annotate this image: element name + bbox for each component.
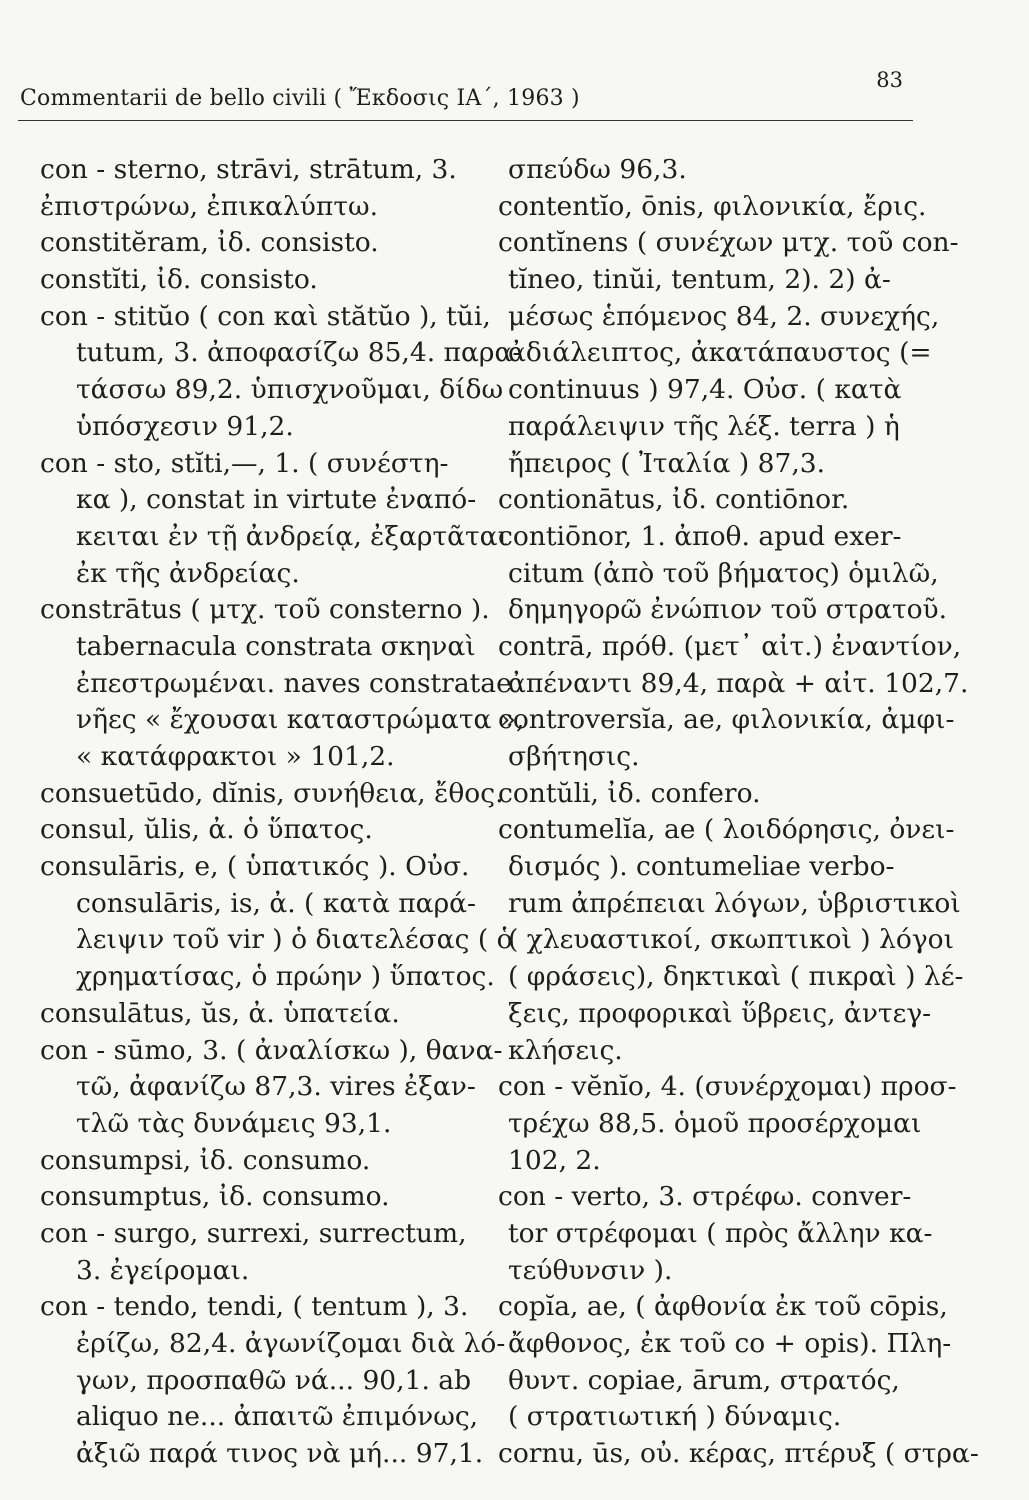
entry-line: contrā, πρόθ. (μετ᾿ αἰτ.) ἐναντίον, — [498, 630, 962, 662]
entry-line: tutum, 3. ἀποφασίζω 85,4. παρα- — [76, 337, 522, 369]
entry-line: ἐρίζω, 82,4. ἀγωνίζομαι διὰ λό- — [76, 1328, 506, 1359]
entry-line: παράλειψιν τῆς λέξ. terra ) ἡ — [508, 410, 900, 442]
entry-line: consulāris, e, ( ὑπατικός ). Οὐσ. — [40, 851, 470, 883]
entry-line: contentĭo, ōnis, φιλονικία, ἔρις. — [498, 190, 927, 222]
entry-line: ὑπόσχεσιν 91,2. — [76, 410, 294, 442]
entry-line: τρέχω 88,5. ὁμοῦ προσέρχομαι — [508, 1107, 922, 1139]
entry-line: consumptus, ἰδ. consumo. — [40, 1181, 390, 1213]
entry-line: ξεις, προφορικαὶ ὕβρεις, ἀντεγ- — [508, 997, 932, 1029]
entry-line: constrātus ( μτχ. τοῦ consterno ). — [40, 594, 490, 626]
entry-line: ( χλευαστικοί, σκωπτικοὶ ) λόγοι — [508, 924, 954, 956]
entry-line: tor στρέφομαι ( πρὸς ἄλλην κα- — [508, 1217, 933, 1249]
entry-line: ἀδιάλειπτος, ἀκατάπαυστος (= — [508, 337, 932, 369]
entry-line: τλῶ τὰς δυνάμεις 93,1. — [76, 1107, 392, 1139]
entry-line: κα ), constat in virtute ἐναπό- — [76, 484, 477, 516]
entry-line: ἀπέναντι 89,4, παρὰ + αἰτ. 102,7. — [508, 667, 969, 699]
entry-line: consulātus, ŭs, ἀ. ὑπατεία. — [40, 997, 400, 1029]
entry-line: contŭli, ἰδ. confero. — [498, 777, 761, 809]
entry-line: consumpsi, ἰδ. consumo. — [40, 1144, 371, 1176]
entry-line: ἀξιῶ παρά τινος νὰ μή... 97,1. — [76, 1438, 484, 1470]
entry-line: τάσσω 89,2. ὑπισχνοῦμαι, δίδω — [76, 374, 504, 406]
entry-line: tĭneo, tinŭi, tentum, 2). 2) ἀ- — [508, 264, 891, 296]
entry-line: ἄφθονος, ἐκ τοῦ co + opis). Πλη- — [508, 1328, 952, 1359]
left-column — [40, 152, 525, 1473]
entry-line: controversĭa, ae, φιλονικία, ἀμφι- — [498, 704, 955, 736]
entry-line: 102, 2. — [508, 1144, 601, 1176]
entry-line: τεύθυνσιν ). — [508, 1254, 673, 1286]
entry-line: contiōnor, 1. ἀποθ. apud exer- — [498, 520, 902, 552]
entry-line: aliquo ne... ἀπαιτῶ ἐπιμόνως, — [76, 1401, 479, 1433]
entry-line: contumelĭa, ae ( λοιδόρησις, ὀνει- — [498, 814, 955, 846]
entry-line: con - tendo, tendi, ( tentum ), 3. — [40, 1291, 469, 1323]
entry-line: ( στρατιωτική ) δύναμις. — [508, 1401, 842, 1433]
entry-line: δισμός ). contumeliae verbo- — [508, 851, 895, 883]
entry-line: « κατάφρακτοι » 101,2. — [76, 741, 395, 772]
entry-line: consul, ŭlis, ἀ. ὁ ὕπατος. — [40, 814, 373, 846]
running-header — [18, 68, 913, 121]
entry-line: rum ἀπρέπειαι λόγων, ὑβριστικοὶ — [508, 887, 961, 919]
entry-line: con - verto, 3. στρέφω. conver- — [498, 1181, 912, 1213]
entry-line: κλήσεις. — [508, 1034, 623, 1066]
entry-line: γων, προσπαθῶ νά... 90,1. ab — [76, 1364, 472, 1396]
entry-line: consulāris, is, ἀ. ( κατὰ παρά- — [76, 887, 476, 919]
entry-line: χρηματίσας, ὁ πρώην ) ὕπατος. — [76, 961, 495, 993]
entry-line: cornu, ūs, οὐ. κέρας, πτέρυξ ( στρα- — [498, 1438, 979, 1470]
right-column — [498, 152, 979, 1473]
entry-line: copĭa, ae, ( ἀφθονία ἐκ τοῦ cōpis, — [498, 1291, 948, 1323]
entry-line: constitĕram, ἰδ. consisto. — [40, 227, 379, 259]
entry-line: con - vĕnĭo, 4. (συνέρχομαι) προσ- — [498, 1071, 957, 1103]
entry-line: contionātus, ἰδ. contiōnor. — [498, 484, 850, 516]
header-title: Commentarii de bello civili ( Ἔκδοσις ΙΑ΄, 1963 ) — [20, 86, 580, 111]
entry-line: consuetūdo, dĭnis, συνήθεια, ἔθος. — [40, 777, 504, 809]
entry-line: νῆες « ἔχουσαι καταστρώματα », — [76, 704, 525, 736]
entry-line: con - stitŭo ( con καὶ stătŭo ), tŭi, — [40, 300, 491, 332]
entry-line: con - sto, stĭti,—, 1. ( συνέστη- — [40, 447, 449, 479]
entry-line: citum (ἀπὸ τοῦ βήματος) ὁμιλῶ, — [508, 557, 939, 589]
entry-line: λειψιν τοῦ vir ) ὁ διατελέσας ( ὁ — [76, 924, 513, 956]
entry-line: ἐπιστρώνω, ἐπικαλύπτω. — [40, 190, 379, 222]
entry-line: continuus ) 97,4. Οὐσ. ( κατὰ — [508, 374, 902, 406]
entry-line: con - surgo, surrexi, surrectum, — [40, 1217, 467, 1249]
entry-line: τῶ, ἀφανίζω 87,3. vires ἐξαν- — [76, 1071, 476, 1103]
entry-line: δημηγορῶ ἐνώπιον τοῦ στρατοῦ. — [508, 594, 948, 626]
entry-line: ἐκ τῆς ἀνδρείας. — [76, 557, 300, 589]
entry-line: ἐπεστρωμέναι. naves constratae — [76, 667, 512, 699]
page-number: 83 — [876, 68, 903, 92]
entry-line: tabernacula constrata σκηναὶ — [76, 630, 476, 662]
entry-line: κειται ἐν τῇ ἀνδρείᾳ, ἐξαρτᾶται — [76, 520, 508, 552]
entry-line: ἤπειρος ( Ἰταλία ) 87,3. — [508, 447, 826, 479]
entry-line: σβήτησις. — [508, 741, 640, 772]
entry-line: constĭti, ἰδ. consisto. — [40, 264, 318, 296]
entry-line: θυντ. copiae, ārum, στρατός, — [508, 1364, 900, 1396]
entry-line: contĭnens ( συνέχων μτχ. τοῦ con- — [498, 227, 959, 259]
entry-line: σπεύδω 96,3. — [508, 154, 687, 185]
entry-line: con - sūmo, 3. ( ἀναλίσκω ), θανα- — [40, 1034, 503, 1066]
entry-line: μέσως ἑπόμενος 84, 2. συνεχής, — [508, 300, 940, 332]
entry-line: ( φράσεις), δηκτικαὶ ( πικραὶ ) λέ- — [508, 961, 964, 993]
entry-line: con - sterno, strāvi, strātum, 3. — [40, 154, 457, 185]
entry-line: 3. ἐγείρομαι. — [76, 1254, 250, 1286]
